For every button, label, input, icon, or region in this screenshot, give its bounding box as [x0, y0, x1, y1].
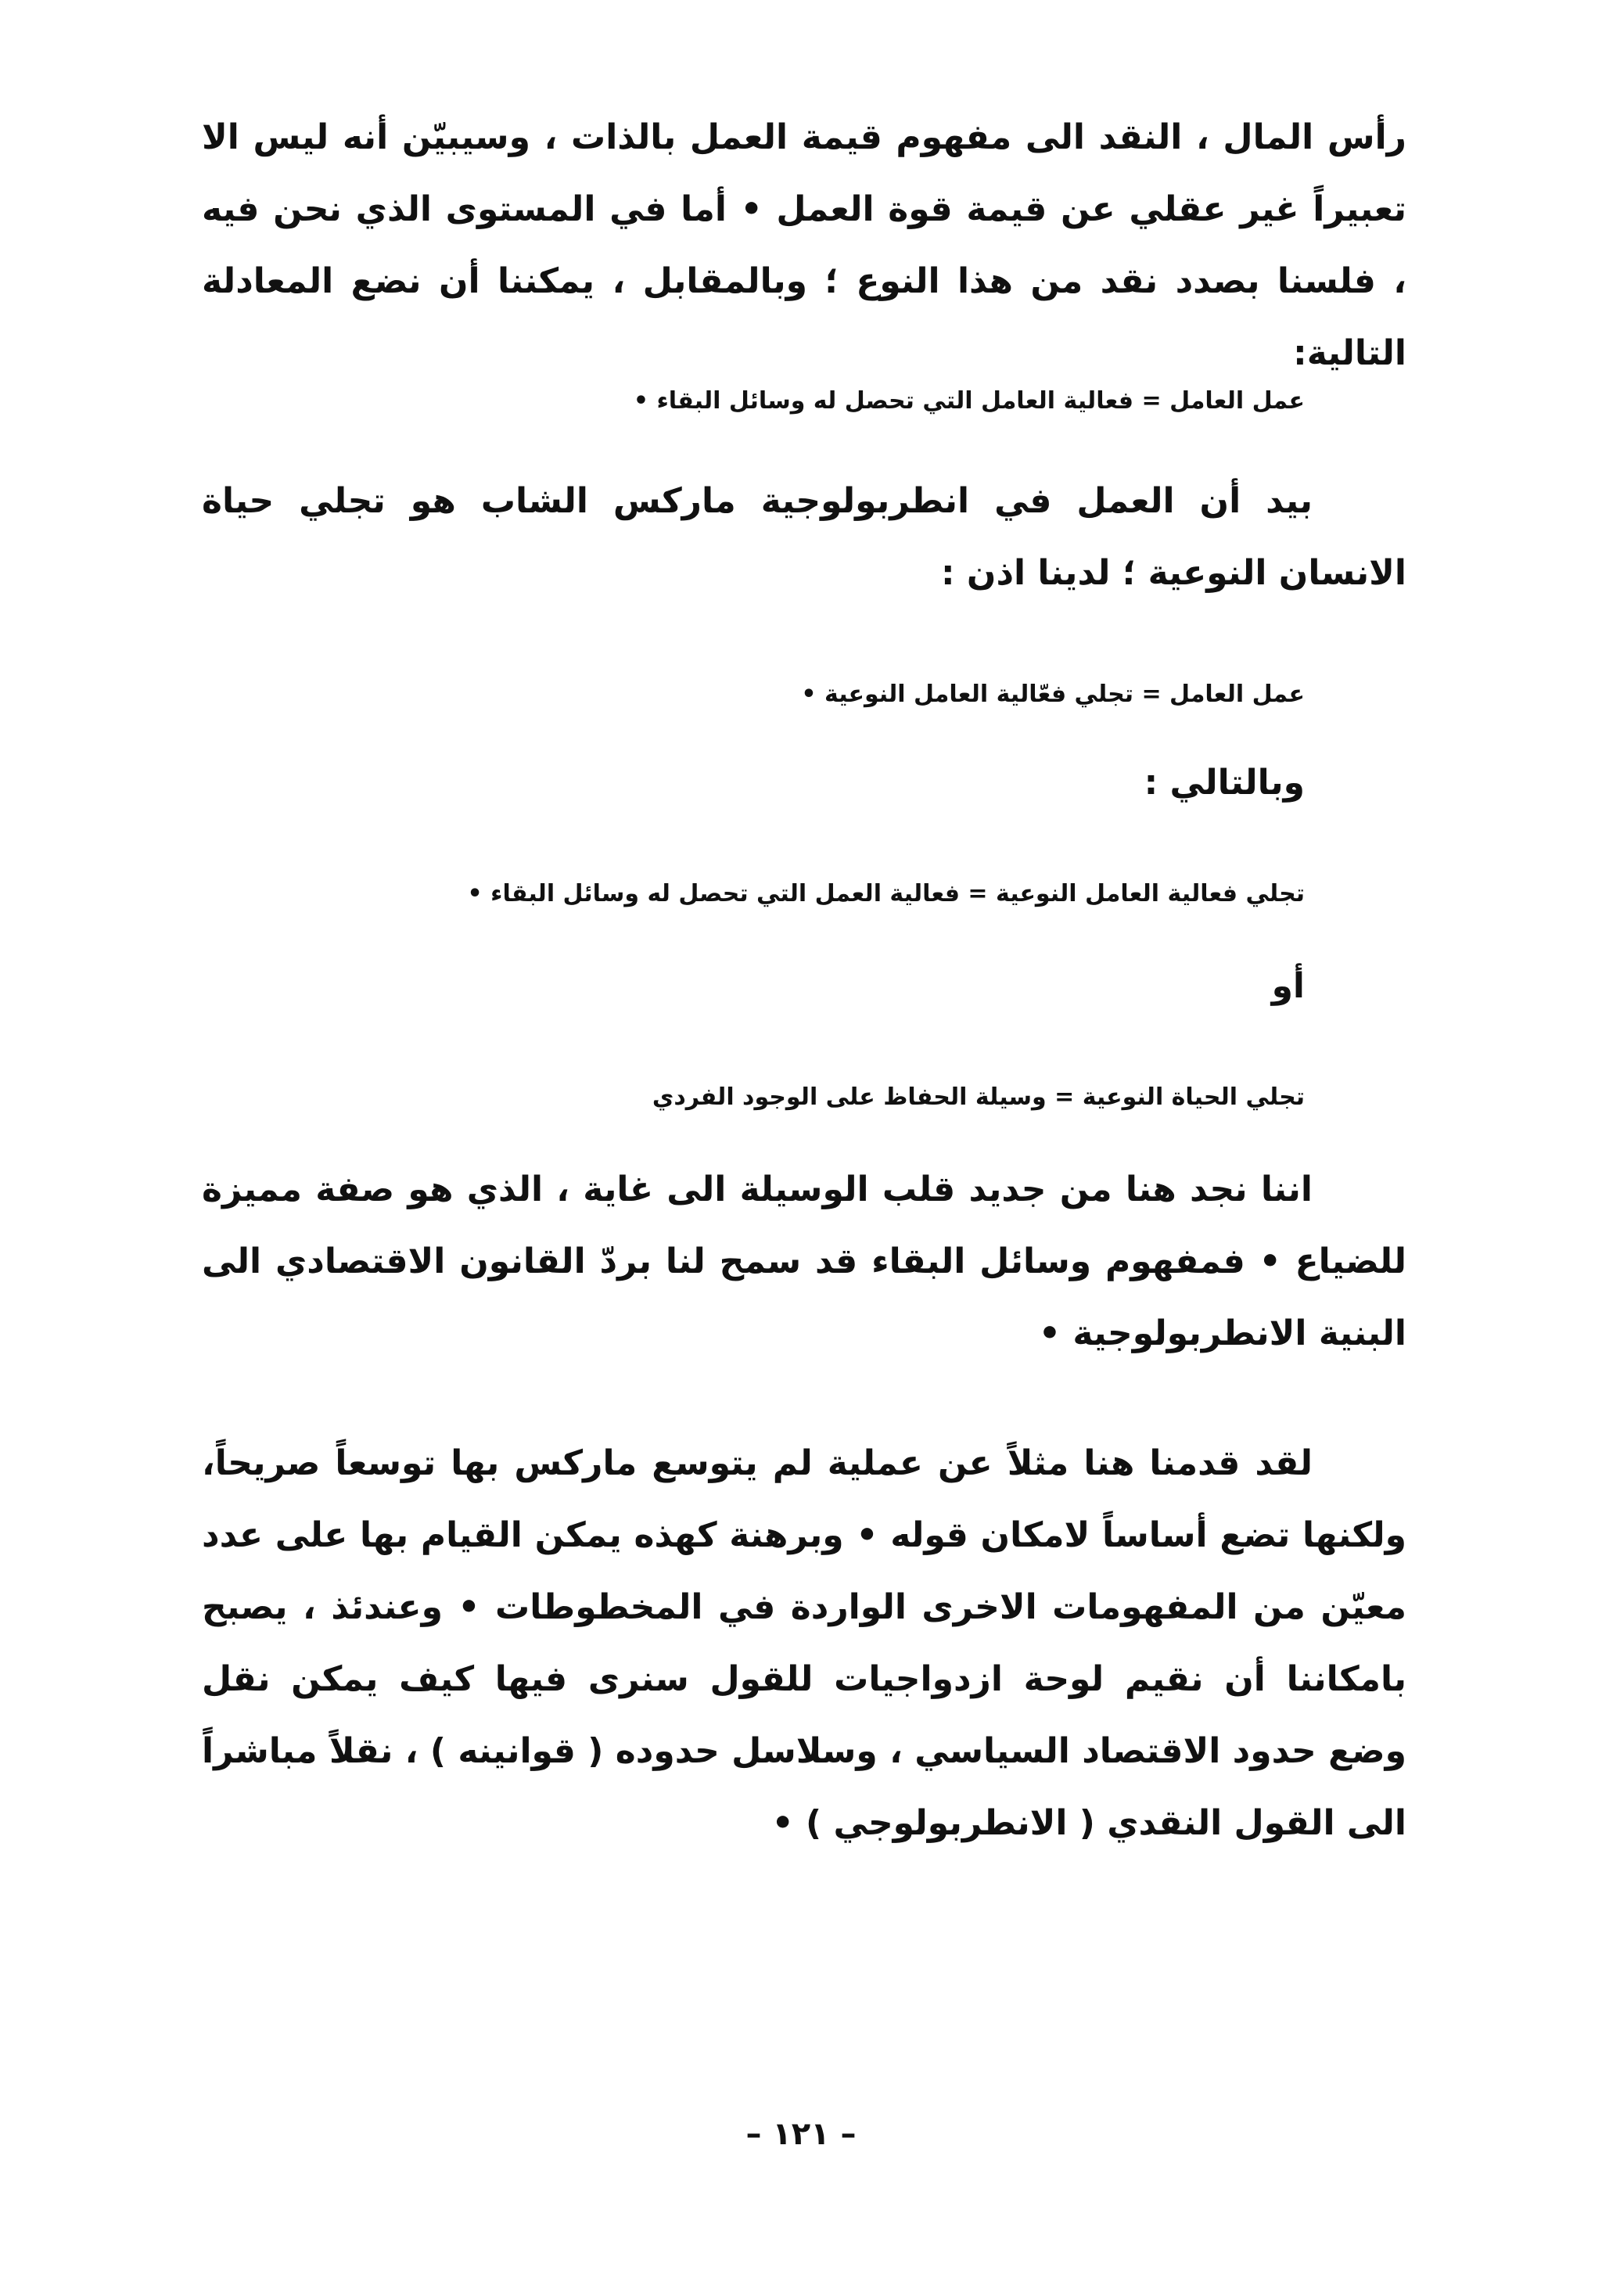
paragraph-2-text: بيد أن العمل في انطربولوجية ماركس الشاب هو تجلي حياة الانسان النوعية ؛ لدينا اذن :: [202, 481, 1406, 593]
paragraph-1-body-b: • أما في المستوى الذي نحن فيه ، فلسنا بصدد نقد من هذا النوع ؛ وبالمقابل ، يمكننا أن نضع المعادلة التالية:: [202, 189, 1406, 373]
term-manuscripts: المخطوطات: [495, 1587, 703, 1627]
equation-4: تجلي الحياة النوعية = وسيلة الحفاظ على الوجود الفردي: [652, 1083, 1305, 1111]
paragraph-6-body-a: لقد قدمنا هنا مثلاً عن عملية لم يتوسع ماركس بها توسعاً صريحاً، ولكنها تضع أساساً لامكان قوله • وبرهنة كهذه يمكن القيام بها على عدد معيّن من المفهومات الاخرى الواردة في: [202, 1443, 1406, 1627]
paragraph-2: [202, 465, 1406, 609]
paragraph-6-text: [202, 1428, 1406, 1859]
term-labor-power: قوة العمل: [776, 189, 953, 229]
page-number: – ١٢١ –: [745, 2116, 857, 2152]
paragraph-5-text: اننا نجد هنا من جديد قلب الوسيلة الى غاية ، الذي هو صفة مميزة للضياع • فمفهوم وسائل البقاء قد سمح لنا بردّ القانون الاقتصادي الى البنية الانطربولوجية •: [202, 1170, 1406, 1353]
equation-2: عمل العامل = تجلي فعّالية العامل النوعية •: [801, 681, 1305, 708]
paragraph-1-text: [202, 102, 1406, 390]
equation-1: عمل العامل = فعالية العامل التي تحصل له وسائل البقاء •: [633, 387, 1305, 415]
paragraph-3-text: وبالتالي :: [1144, 763, 1305, 803]
paragraph-6: [202, 1428, 1406, 1859]
paragraph-6-body-b: • وعندئذ ، يصبح بامكاننا أن نقيم لوحة ازدواجيات للقول سنرى فيها كيف يمكن نقل وضع حدود الاقتصاد السياسي ، وسلاسل حدوده ( قوانينه ) ، نقلاً مباشراً الى القول النقدي ( الانطربولوجي ) •: [202, 1587, 1406, 1843]
paragraph-1: [202, 102, 1406, 390]
paragraph-1-body-a: ، النقد الى مفهوم قيمة العمل بالذات ، وسيبيّن أنه ليس الا تعبيراً غير عقلي عن قيمة: [202, 117, 1407, 229]
paragraph-5: [202, 1154, 1406, 1370]
paragraph-4-text: أو: [1271, 966, 1305, 1006]
book-title-capital: رأس المال: [1223, 117, 1406, 157]
equation-3: تجلي فعالية العامل النوعية = فعالية العمل التي تحصل له وسائل البقاء •: [467, 880, 1305, 907]
